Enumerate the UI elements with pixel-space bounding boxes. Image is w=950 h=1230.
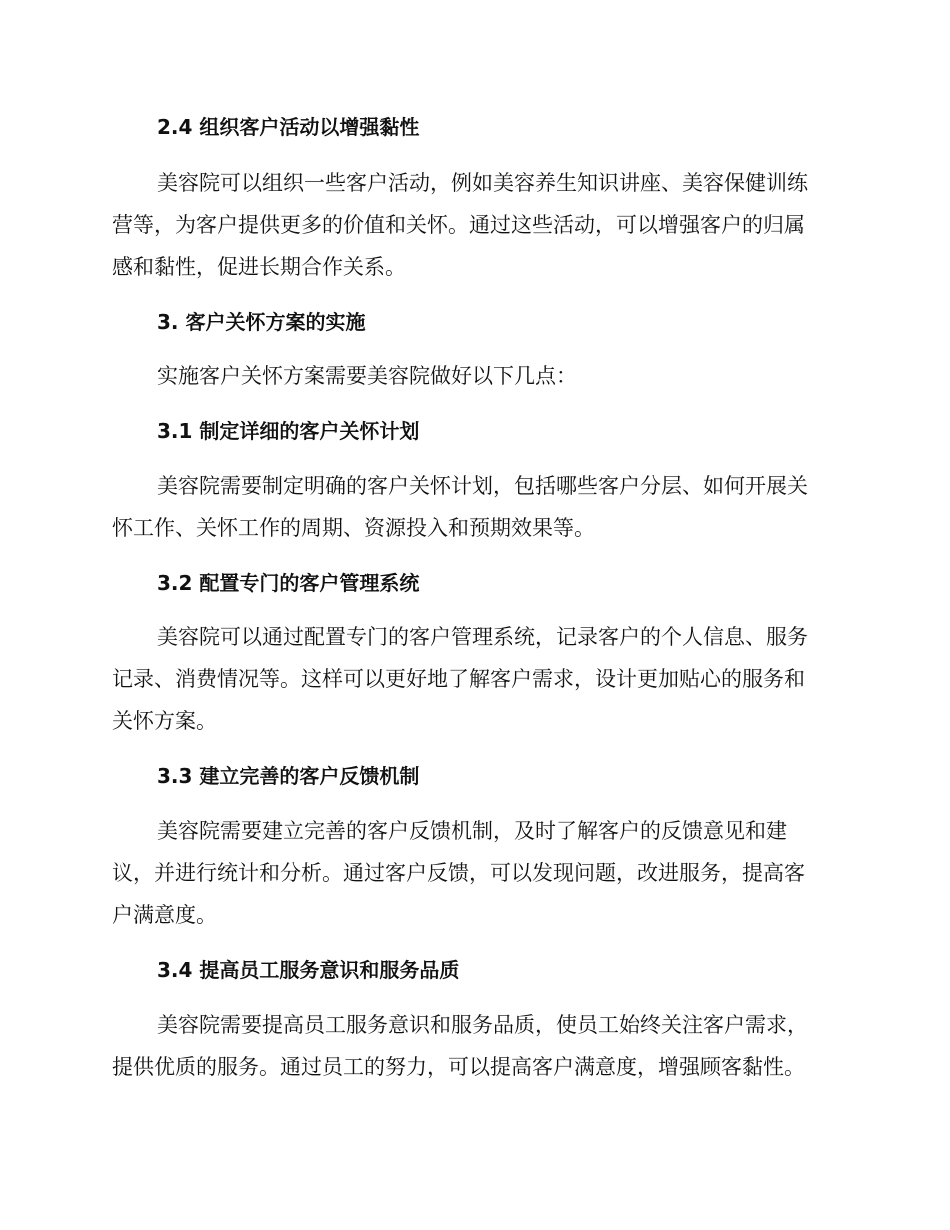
section-heading: 3.2 配置专门的客户管理系统: [157, 571, 420, 595]
paragraph-line: 美容院可以通过配置专门的客户管理系统，记录客户的个人信息、服务: [157, 625, 808, 649]
section-heading: 3.4 提高员工服务意识和服务品质: [157, 958, 460, 982]
section-heading: 3.1 制定详细的客户关怀计划: [157, 419, 420, 443]
paragraph-line: 怀工作、关怀工作的周期、资源投入和预期效果等。: [112, 516, 595, 540]
paragraph-line: 营等，为客户提供更多的价值和关怀。通过这些活动，可以增强客户的归属: [112, 213, 805, 237]
paragraph-line: 感和黏性，促进长期合作关系。: [112, 255, 406, 279]
paragraph-line: 提供优质的服务。通过员工的努力，可以提高客户满意度，增强顾客黏性。: [112, 1055, 805, 1079]
paragraph-line: 实施客户关怀方案需要美容院做好以下几点：: [157, 364, 577, 388]
paragraph-line: 美容院需要提高员工服务意识和服务品质，使员工始终关注客户需求，: [157, 1013, 808, 1037]
paragraph-line: 关怀方案。: [112, 709, 217, 733]
section-heading: 3.3 建立完善的客户反馈机制: [157, 764, 420, 788]
paragraph-line: 户满意度。: [112, 903, 217, 927]
paragraph-line: 美容院可以组织一些客户活动，例如美容养生知识讲座、美容保健训练: [157, 171, 808, 195]
paragraph-line: 美容院需要制定明确的客户关怀计划，包括哪些客户分层、如何开展关: [157, 474, 808, 498]
paragraph-line: 议，并进行统计和分析。通过客户反馈，可以发现问题，改进服务，提高客: [112, 861, 805, 885]
paragraph-line: 记录、消费情况等。这样可以更好地了解客户需求，设计更加贴心的服务和: [112, 667, 805, 691]
section-heading: 3. 客户关怀方案的实施: [157, 310, 366, 334]
paragraph-line: 美容院需要建立完善的客户反馈机制，及时了解客户的反馈意见和建: [157, 819, 787, 843]
section-heading: 2.4 组织客户活动以增强黏性: [157, 115, 420, 139]
